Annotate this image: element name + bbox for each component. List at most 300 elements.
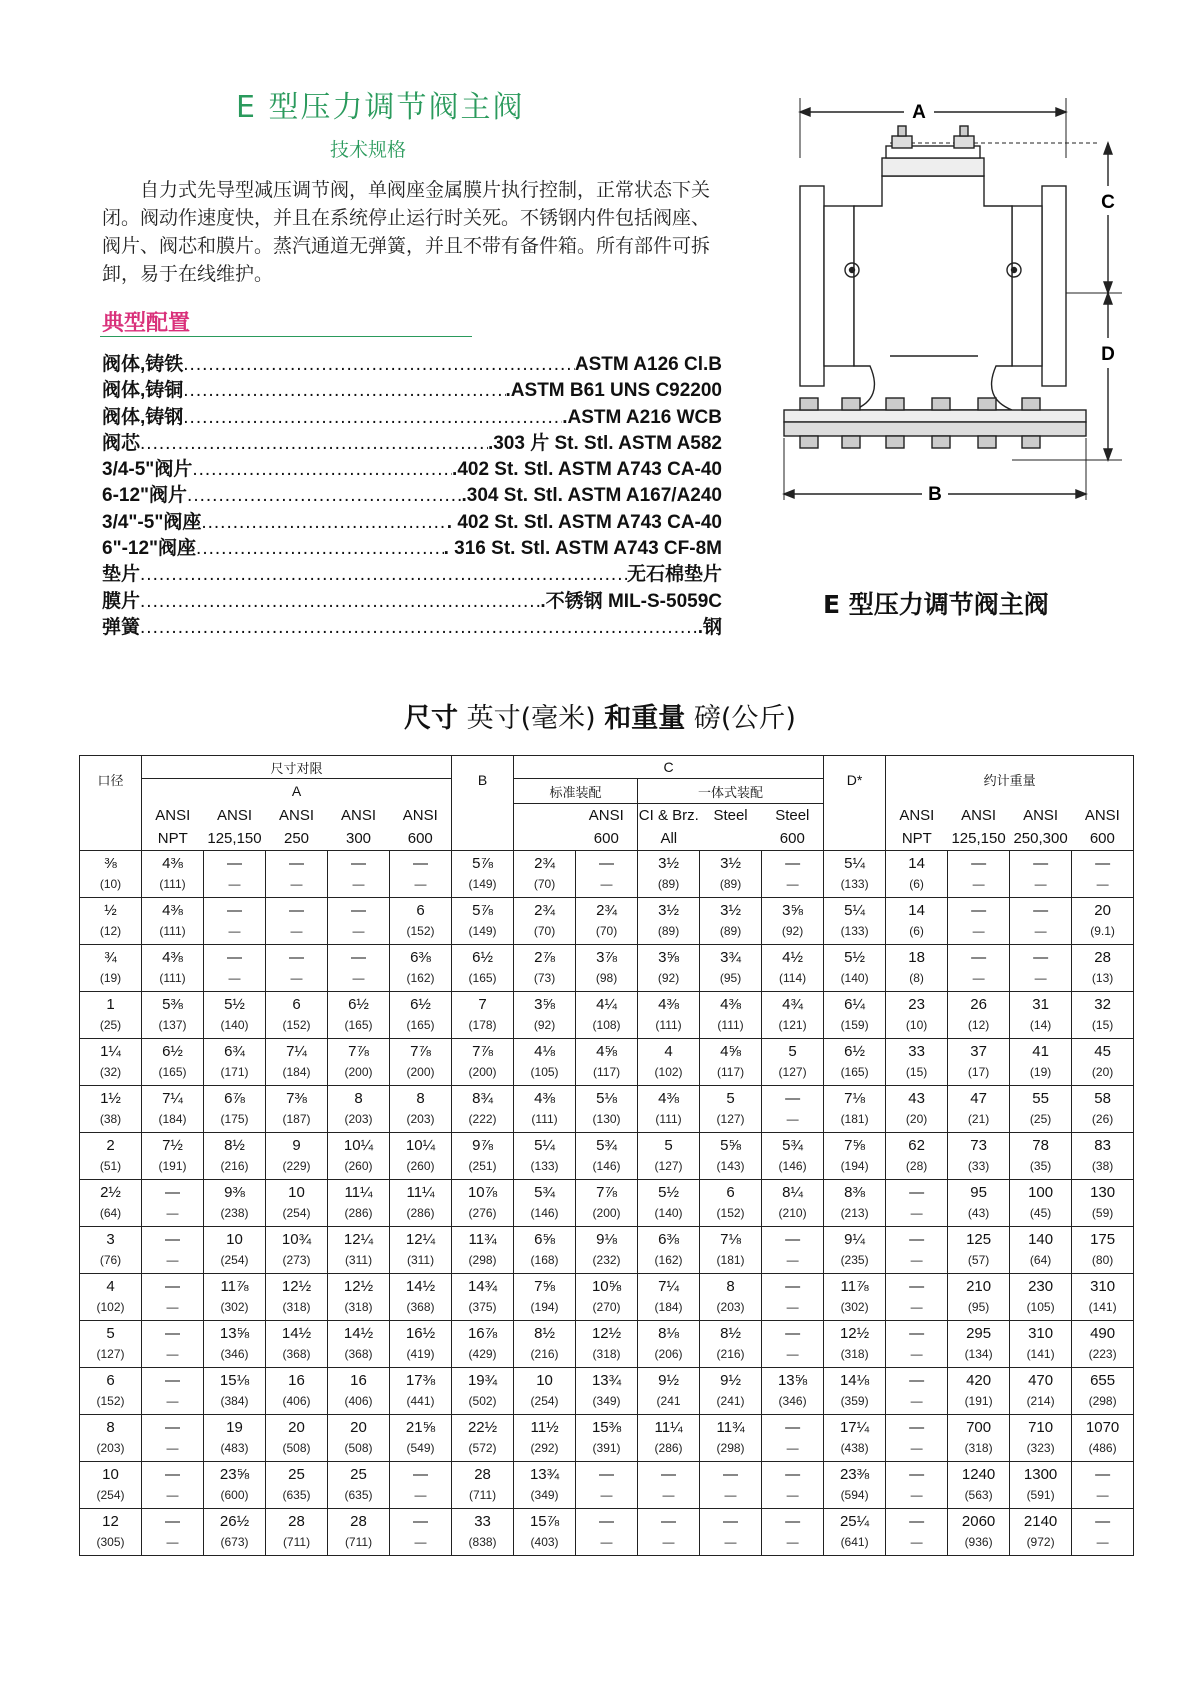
table-row (80, 1133, 1134, 1180)
cell-inch-value: 4⅝ (720, 1043, 741, 1060)
cell-inch-value: 5½ (844, 949, 865, 966)
spec-label: 6-12"阀片 (102, 485, 188, 507)
cell-size (80, 1039, 142, 1086)
cell-inch-value: 5½ (224, 996, 245, 1013)
cell-inch-value: 12½ (591, 1325, 622, 1342)
cell-mm-value: — (166, 1394, 179, 1408)
spec-label: 阀芯 (102, 432, 141, 454)
cell-mm-value: (162) (654, 1253, 683, 1267)
cell-mm-value: (105) (1026, 1300, 1055, 1314)
spec-leader-dots (140, 564, 627, 586)
cell-mm-value: (19) (99, 971, 122, 985)
cell-mm-value: (19) (1029, 1065, 1052, 1079)
cell-c-std600 (576, 1039, 638, 1086)
cell-w-250 (1010, 1133, 1072, 1180)
cell-mm-value: (194) (530, 1300, 559, 1314)
cell-mm-value: — (1096, 1535, 1109, 1549)
header-standard-assembly: 标准装配 (514, 779, 638, 804)
cell-a-600 (390, 1321, 452, 1368)
cell-w-600 (1072, 898, 1134, 945)
cell-inch-value: 8 (354, 1090, 363, 1107)
cell-a-600 (390, 1039, 452, 1086)
cell-inch-value: 1240 (961, 1466, 996, 1483)
cell-a-300 (328, 1462, 390, 1509)
cell-mm-value: — (166, 1347, 179, 1361)
spec-row (102, 507, 722, 533)
spec-row (102, 480, 722, 506)
cell-inch-value: 5⅜ (162, 996, 183, 1013)
cell-a-250 (266, 1321, 328, 1368)
cell-c-steel (700, 1462, 762, 1509)
cell-inch-value: 2 (106, 1137, 115, 1154)
h3-a-125: ANSI (216, 806, 252, 824)
cell-mm-value: (438) (840, 1441, 869, 1455)
cell-a-250 (266, 898, 328, 945)
cell-mm-value: (105) (530, 1065, 559, 1079)
cell-mm-value: (200) (468, 1065, 497, 1079)
cell-mm-value: — (166, 1535, 179, 1549)
cell-mm-value: (80) (1091, 1253, 1114, 1267)
h4-a-125: 125,150 (204, 827, 266, 851)
cell-mm-value: (162) (406, 971, 435, 985)
header-size-blank-2 (80, 827, 142, 851)
cell-inch-value: 12¼ (343, 1231, 374, 1248)
cell-inch-value: 9⅛ (596, 1231, 617, 1248)
h3-a-300: ANSI (340, 806, 376, 824)
cell-c-std600 (576, 851, 638, 898)
cell-c-steel (700, 1180, 762, 1227)
cell-mm-value: (21) (967, 1112, 990, 1126)
cell-d (824, 1274, 886, 1321)
cell-mm-value: (140) (840, 971, 869, 985)
cell-inch-value: 2140 (1023, 1513, 1058, 1530)
cell-mm-value: — (1034, 971, 1047, 985)
cell-mm-value: (92) (533, 1018, 556, 1032)
cell-inch-value: 6 (726, 1184, 735, 1201)
h4-w-250: 250,300 (1010, 827, 1072, 851)
cell-inch-value: 6½ (410, 996, 431, 1013)
cell-w-600 (1072, 1039, 1134, 1086)
cell-w-npt (886, 1509, 948, 1556)
cell-inch-value: 4 (106, 1278, 115, 1295)
cell-inch-value: 16½ (405, 1325, 436, 1342)
cell-a-npt (142, 851, 204, 898)
cell-inch-value: 16 (288, 1372, 305, 1389)
cell-inch-value: 700 (966, 1419, 992, 1436)
cell-inch-value: — (289, 902, 304, 919)
cell-c-ci (638, 1368, 700, 1415)
h4-c-steel600: 600 (762, 827, 824, 851)
cell-inch-value: — (413, 1466, 429, 1483)
cell-c-steel600 (762, 1509, 824, 1556)
cell-inch-value: 17¼ (839, 1419, 870, 1436)
cell-a-npt (142, 1039, 204, 1086)
cell-a-npt (142, 1133, 204, 1180)
cell-mm-value: (711) (282, 1535, 311, 1549)
cell-mm-value: (254) (530, 1394, 559, 1408)
cell-inch-value: 41 (1032, 1043, 1049, 1060)
cell-a-600 (390, 898, 452, 945)
cell-w-npt (886, 1039, 948, 1086)
cell-w-125 (948, 1086, 1010, 1133)
cell-mm-value: — (290, 924, 303, 938)
cell-mm-value: (133) (840, 877, 869, 891)
table-row (80, 1415, 1134, 1462)
cell-mm-value: (194) (840, 1159, 869, 1173)
cell-mm-value: (572) (468, 1441, 497, 1455)
cell-mm-value: (165) (344, 1018, 373, 1032)
cell-mm-value: (635) (344, 1488, 373, 1502)
h4-c-steel (700, 827, 762, 851)
cell-mm-value: (206) (654, 1347, 683, 1361)
cell-d (824, 1227, 886, 1274)
cell-inch-value: 26½ (219, 1513, 250, 1530)
cell-inch-value: — (1033, 855, 1049, 872)
cell-size (80, 1415, 142, 1462)
spec-value: . 316 St. Stl. ASTM A743 CF-8M (443, 538, 722, 560)
cell-mm-value: — (600, 1488, 613, 1502)
cell-size (80, 1368, 142, 1415)
cell-mm-value: (187) (282, 1112, 311, 1126)
cell-inch-value: 28 (474, 1466, 491, 1483)
cell-mm-value: (318) (592, 1347, 621, 1361)
header-size: 口径 (80, 756, 142, 804)
cell-inch-value: — (165, 1466, 180, 1483)
cell-inch-value: 73 (970, 1137, 987, 1154)
cell-inch-value: 4⅜ (162, 949, 183, 966)
cell-inch-value: — (227, 855, 242, 872)
cell-inch-value: 20 (288, 1419, 305, 1436)
cell-mm-value: (111) (159, 971, 186, 985)
cell-inch-value: 14½ (343, 1325, 374, 1342)
cell-w-125 (948, 1227, 1010, 1274)
cell-w-125 (948, 1462, 1010, 1509)
spec-label: 膜片 (102, 590, 141, 612)
spec-value: .304 St. Stl. ASTM A167/A240 (461, 485, 722, 507)
cell-inch-value: — (785, 1090, 801, 1107)
cell-mm-value: — (352, 924, 365, 938)
cell-d (824, 1415, 886, 1462)
cell-mm-value: (152) (716, 1206, 745, 1220)
cell-mm-value: (108) (592, 1018, 621, 1032)
cell-inch-value: — (165, 1325, 180, 1342)
cell-mm-value: (298) (468, 1253, 497, 1267)
cell-inch-value: — (599, 1466, 615, 1483)
cell-inch-value: 2¾ (534, 855, 555, 872)
spec-value: .ASTM A216 WCB (562, 406, 722, 428)
cell-mm-value: (323) (1026, 1441, 1055, 1455)
cell-inch-value: 14¾ (467, 1278, 498, 1295)
cell-mm-value: (89) (657, 877, 680, 891)
cell-size (80, 1509, 142, 1556)
cell-size (80, 1462, 142, 1509)
cell-mm-value: (711) (468, 1488, 497, 1502)
cell-mm-value: (429) (468, 1347, 497, 1361)
cell-inch-value: — (723, 1513, 739, 1530)
cell-inch-value: 6¼ (844, 996, 865, 1013)
cell-mm-value: (191) (158, 1159, 187, 1173)
cell-mm-value: (298) (1088, 1394, 1117, 1408)
spec-leader-dots (140, 617, 698, 639)
cell-inch-value: 2⅞ (534, 949, 555, 966)
cell-w-600 (1072, 1180, 1134, 1227)
cell-inch-value: 7¼ (286, 1043, 307, 1060)
cell-mm-value: (117) (716, 1065, 745, 1079)
cell-mm-value: (89) (657, 924, 680, 938)
cell-c-std (514, 851, 576, 898)
cell-mm-value: (286) (654, 1441, 683, 1455)
cell-d (824, 851, 886, 898)
cell-inch-value: 1070 (1085, 1419, 1120, 1436)
cell-inch-value: 16 (350, 1372, 367, 1389)
cell-mm-value: — (228, 971, 241, 985)
cell-c-std600 (576, 1274, 638, 1321)
spec-leader-dots (140, 433, 488, 455)
table-title-units-weight: 磅(公斤) (685, 703, 796, 734)
cell-mm-value: — (414, 1535, 427, 1549)
cell-inch-value: 470 (1028, 1372, 1054, 1389)
cell-mm-value: (9.1) (1090, 924, 1115, 938)
cell-mm-value: (178) (468, 1018, 497, 1032)
cell-inch-value: 12½ (839, 1325, 870, 1342)
spec-list (102, 349, 722, 638)
cell-w-600 (1072, 1462, 1134, 1509)
cell-mm-value: (165) (406, 1018, 435, 1032)
cell-d (824, 1368, 886, 1415)
cell-mm-value: (223) (1088, 1347, 1117, 1361)
cell-mm-value: — (786, 1112, 799, 1126)
cell-mm-value: (140) (220, 1018, 249, 1032)
cell-a-250 (266, 1415, 328, 1462)
cell-w-125 (948, 1180, 1010, 1227)
cell-inch-value: 5 (106, 1325, 115, 1342)
cell-mm-value: (121) (778, 1018, 807, 1032)
cell-inch-value: 20 (1094, 902, 1111, 919)
cell-mm-value: (152) (282, 1018, 311, 1032)
cell-a-600 (390, 851, 452, 898)
cell-mm-value: (346) (778, 1394, 807, 1408)
cell-mm-value: (102) (96, 1300, 125, 1314)
cell-c-steel (700, 945, 762, 992)
cell-inch-value: 7⅛ (844, 1090, 865, 1107)
cell-mm-value: (229) (282, 1159, 311, 1173)
cell-inch-value: — (785, 1278, 801, 1295)
cell-w-250 (1010, 1368, 1072, 1415)
cell-a-125 (204, 1133, 266, 1180)
cell-inch-value: 32 (1094, 996, 1111, 1013)
cell-a-250 (266, 1133, 328, 1180)
cell-inch-value: 3½ (720, 902, 741, 919)
cell-mm-value: — (352, 877, 365, 891)
cell-w-npt (886, 1368, 948, 1415)
cell-mm-value: (127) (96, 1347, 125, 1361)
cell-mm-value: (349) (592, 1394, 621, 1408)
cell-mm-value: (92) (657, 971, 680, 985)
cell-inch-value: 28 (1094, 949, 1111, 966)
cell-a-125 (204, 1509, 266, 1556)
cell-inch-value: 10 (102, 1466, 119, 1483)
cell-inch-value: 23⅜ (839, 1466, 870, 1483)
cell-mm-value: (10) (905, 1018, 928, 1032)
cell-inch-value: 5¾ (596, 1137, 617, 1154)
cell-inch-value: 13⅝ (777, 1372, 808, 1389)
cell-mm-value: — (724, 1488, 737, 1502)
cell-mm-value: — (290, 877, 303, 891)
cell-inch-value: 6½ (844, 1043, 865, 1060)
cell-w-npt (886, 1086, 948, 1133)
cell-c-steel (700, 1086, 762, 1133)
cell-inch-value: — (785, 1325, 801, 1342)
cell-a-npt (142, 1509, 204, 1556)
cell-mm-value: (502) (468, 1394, 497, 1408)
cell-inch-value: 8 (416, 1090, 425, 1107)
table-row (80, 1180, 1134, 1227)
cell-mm-value: — (290, 971, 303, 985)
cell-b (452, 1321, 514, 1368)
cell-inch-value: 10 (536, 1372, 553, 1389)
cell-mm-value: (203) (406, 1112, 435, 1126)
cell-inch-value: 1½ (100, 1090, 121, 1107)
cell-w-125 (948, 1321, 1010, 1368)
cell-inch-value: — (785, 1466, 801, 1483)
cell-c-ci (638, 1086, 700, 1133)
cell-inch-value: 4⅜ (658, 996, 679, 1013)
cell-mm-value: (286) (344, 1206, 373, 1220)
cell-mm-value: (260) (406, 1159, 435, 1173)
cell-inch-value: 43 (908, 1090, 925, 1107)
cell-inch-value: 310 (1090, 1278, 1116, 1295)
cell-inch-value: 6½ (162, 1043, 183, 1060)
cell-a-250 (266, 851, 328, 898)
cell-mm-value: (165) (840, 1065, 869, 1079)
page-title: E 型压力调节阀主阀 (236, 90, 525, 125)
cell-w-600 (1072, 1274, 1134, 1321)
cell-a-125 (204, 1368, 266, 1415)
cell-inch-value: 5¼ (844, 855, 865, 872)
cell-inch-value: 2¾ (596, 902, 617, 919)
cell-mm-value: (70) (533, 924, 556, 938)
cell-b (452, 898, 514, 945)
cell-w-npt (886, 898, 948, 945)
cell-inch-value: 16⅞ (467, 1325, 498, 1342)
cell-mm-value: (346) (220, 1347, 249, 1361)
cell-mm-value: (12) (967, 1018, 990, 1032)
cell-inch-value: — (351, 855, 366, 872)
spec-label: 阀体,铸铜 (102, 380, 184, 402)
cell-mm-value: (591) (1026, 1488, 1055, 1502)
spec-label: 6"-12"阀座 (102, 538, 197, 560)
cell-inch-value: 6⅞ (224, 1090, 245, 1107)
cell-d (824, 1086, 886, 1133)
page-subtitle: 技术规格 (330, 139, 407, 161)
cell-a-300 (328, 1509, 390, 1556)
config-divider (100, 336, 472, 337)
cell-inch-value: 5¼ (534, 1137, 555, 1154)
cell-inch-value: 3 (106, 1231, 115, 1248)
cell-mm-value: (64) (99, 1206, 122, 1220)
cell-inch-value: — (909, 1513, 925, 1530)
cell-mm-value: (32) (99, 1065, 122, 1079)
cell-inch-value: 130 (1090, 1184, 1116, 1201)
cell-a-250 (266, 1086, 328, 1133)
cell-w-250 (1010, 1180, 1072, 1227)
cell-inch-value: 4¾ (782, 996, 803, 1013)
spec-value: 无石棉垫片 (626, 564, 722, 586)
cell-c-steel (700, 1321, 762, 1368)
cell-a-125 (204, 1321, 266, 1368)
cell-c-steel600 (762, 1274, 824, 1321)
cell-mm-value: (15) (905, 1065, 928, 1079)
cell-a-125 (204, 1415, 266, 1462)
cell-mm-value: (25) (1029, 1112, 1052, 1126)
cell-inch-value: 26 (970, 996, 987, 1013)
cell-mm-value: (441) (406, 1394, 435, 1408)
cell-a-600 (390, 1227, 452, 1274)
cell-c-steel (700, 1274, 762, 1321)
cell-inch-value: — (165, 1231, 180, 1248)
header-b: B (452, 756, 514, 804)
cell-d (824, 945, 886, 992)
cell-inch-value: 8¾ (472, 1090, 493, 1107)
cell-a-600 (390, 945, 452, 992)
cell-mm-value: (311) (406, 1253, 435, 1267)
cell-size (80, 1321, 142, 1368)
cell-d (824, 1039, 886, 1086)
cell-mm-value: (184) (282, 1065, 311, 1079)
cell-c-steel (700, 992, 762, 1039)
cell-c-std600 (576, 898, 638, 945)
cell-inch-value: 5½ (658, 1184, 679, 1201)
cell-mm-value: (57) (967, 1253, 990, 1267)
cell-w-125 (948, 1133, 1010, 1180)
spec-row (102, 559, 722, 585)
cell-w-125 (948, 898, 1010, 945)
cell-mm-value: — (972, 971, 985, 985)
cell-mm-value: (149) (468, 877, 497, 891)
cell-inch-value: 8 (726, 1278, 735, 1295)
header-dims-limit: 尺寸对限 (142, 756, 452, 779)
cell-mm-value: (216) (530, 1347, 559, 1361)
cell-mm-value: (143) (716, 1159, 745, 1173)
h4-a-250: 250 (266, 827, 328, 851)
spec-leader-dots (192, 459, 452, 481)
cell-c-steel600 (762, 1462, 824, 1509)
cell-w-125 (948, 1368, 1010, 1415)
cell-inch-value: — (1095, 1513, 1111, 1530)
cell-inch-value: 14½ (281, 1325, 312, 1342)
spec-leader-dots (183, 407, 562, 429)
header-weight: 约计重量 (886, 756, 1134, 804)
cell-c-std (514, 1321, 576, 1368)
cell-inch-value: 5⅛ (596, 1090, 617, 1107)
cell-a-npt (142, 1462, 204, 1509)
cell-mm-value: (117) (592, 1065, 621, 1079)
cell-mm-value: (403) (530, 1535, 559, 1549)
cell-inch-value: 45 (1094, 1043, 1111, 1060)
h4-c-std-600: 600 (576, 827, 638, 851)
cell-a-npt (142, 945, 204, 992)
cell-mm-value: — (910, 1347, 923, 1361)
cell-w-250 (1010, 1415, 1072, 1462)
cell-inch-value: 10⅞ (467, 1184, 498, 1201)
spec-row (102, 454, 722, 480)
cell-size (80, 1133, 142, 1180)
h3-c-steel600: Steel (762, 804, 824, 828)
cell-size (80, 1227, 142, 1274)
header-size-blank (80, 804, 142, 828)
cell-mm-value: (28) (905, 1159, 928, 1173)
cell-w-600 (1072, 992, 1134, 1039)
